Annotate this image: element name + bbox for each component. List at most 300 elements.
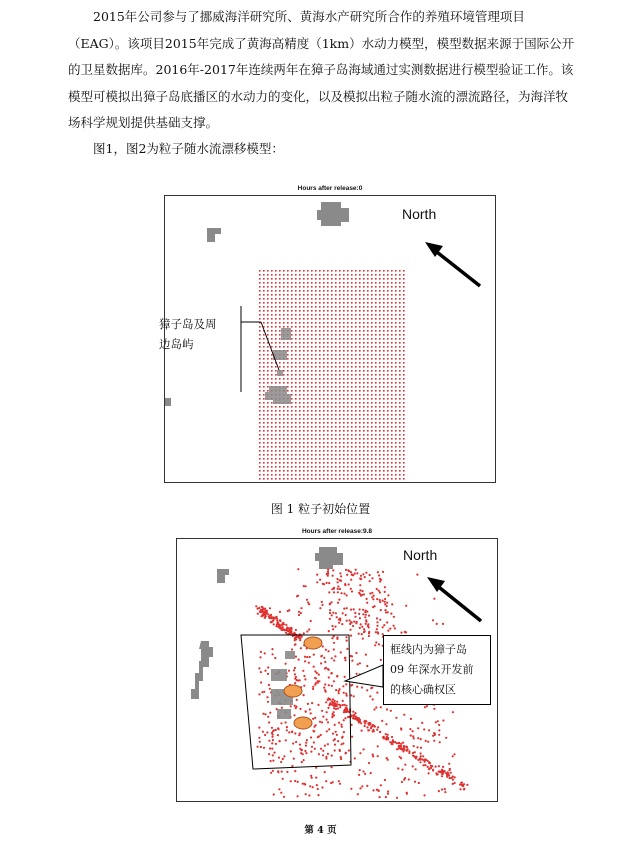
- particle: [291, 354, 293, 356]
- particle: [347, 418, 349, 420]
- particle: [319, 314, 321, 316]
- particle: [315, 422, 317, 424]
- particle: [331, 394, 333, 396]
- particle: [271, 346, 273, 348]
- particle: [311, 378, 313, 380]
- particle: [283, 282, 285, 284]
- particle: [307, 366, 309, 368]
- particle: [367, 354, 369, 356]
- particle: [391, 286, 393, 288]
- particle: [309, 656, 311, 658]
- particle: [285, 739, 287, 741]
- particle: [263, 414, 265, 416]
- particle: [382, 571, 384, 573]
- particle: [419, 761, 421, 763]
- particle: [369, 580, 371, 582]
- particle: [343, 306, 345, 308]
- particle: [365, 572, 367, 574]
- particle: [264, 617, 266, 619]
- particle: [441, 772, 443, 774]
- particle: [307, 274, 309, 276]
- particle: [319, 579, 321, 581]
- particle: [422, 755, 424, 757]
- particle: [351, 390, 353, 392]
- particle: [307, 370, 309, 372]
- particle: [331, 298, 333, 300]
- particle: [395, 470, 397, 472]
- particle: [311, 342, 313, 344]
- particle: [347, 358, 349, 360]
- particle: [279, 310, 281, 312]
- particle: [387, 358, 389, 360]
- particle: [355, 458, 357, 460]
- particle: [359, 354, 361, 356]
- particle: [379, 580, 381, 582]
- particle: [290, 750, 292, 752]
- particle: [327, 470, 329, 472]
- particle: [379, 330, 381, 332]
- particle: [290, 629, 292, 631]
- particle: [444, 791, 446, 793]
- particle: [365, 614, 367, 616]
- particle: [399, 382, 401, 384]
- particle: [387, 446, 389, 448]
- particle: [291, 730, 293, 732]
- particle: [335, 326, 337, 328]
- particle: [315, 426, 317, 428]
- particle: [391, 350, 393, 352]
- particle: [399, 422, 401, 424]
- particle: [320, 748, 322, 750]
- particle: [295, 418, 297, 420]
- particle: [291, 302, 293, 304]
- particle: [271, 418, 273, 420]
- particle: [371, 414, 373, 416]
- particle: [363, 358, 365, 360]
- particle: [355, 438, 357, 440]
- particle: [343, 322, 345, 324]
- particle: [339, 370, 341, 372]
- particle: [279, 410, 281, 412]
- particle: [359, 787, 361, 789]
- particle: [272, 770, 274, 772]
- particle: [395, 342, 397, 344]
- particle: [335, 382, 337, 384]
- particle: [322, 750, 324, 752]
- particle: [375, 294, 377, 296]
- particle: [355, 350, 357, 352]
- particle: [263, 418, 265, 420]
- particle: [368, 626, 370, 628]
- particle: [343, 398, 345, 400]
- particle: [323, 294, 325, 296]
- particle: [321, 655, 323, 657]
- particle: [342, 685, 344, 687]
- marker-3: [294, 717, 312, 729]
- particle: [387, 462, 389, 464]
- particle: [335, 406, 337, 408]
- particle: [307, 314, 309, 316]
- particle: [275, 366, 277, 368]
- particle: [391, 274, 393, 276]
- particle: [295, 282, 297, 284]
- particle: [336, 703, 338, 705]
- particle: [303, 430, 305, 432]
- particle: [421, 722, 423, 724]
- particle: [351, 354, 353, 356]
- particle: [287, 378, 289, 380]
- particle: [379, 601, 381, 603]
- particle: [391, 418, 393, 420]
- particle: [368, 635, 370, 637]
- particle: [323, 466, 325, 468]
- particle: [348, 583, 350, 585]
- particle: [380, 784, 382, 786]
- particle: [311, 746, 313, 748]
- particle: [371, 462, 373, 464]
- particle: [351, 660, 353, 662]
- particle: [303, 374, 305, 376]
- particle: [259, 478, 261, 480]
- particle: [403, 390, 405, 392]
- particle: [327, 406, 329, 408]
- particle: [351, 458, 353, 460]
- particle: [332, 781, 334, 783]
- particle: [448, 763, 450, 765]
- particle: [387, 734, 389, 736]
- particle: [275, 310, 277, 312]
- particle: [319, 370, 321, 372]
- particle: [281, 707, 283, 709]
- particle: [363, 282, 365, 284]
- particle: [355, 430, 357, 432]
- particle: [327, 442, 329, 444]
- particle: [347, 354, 349, 356]
- particle: [405, 746, 407, 748]
- particle: [307, 426, 309, 428]
- particle: [327, 573, 329, 575]
- particle: [391, 306, 393, 308]
- particle: [294, 705, 296, 707]
- particle: [324, 683, 326, 685]
- particle: [295, 270, 297, 272]
- particle: [266, 696, 268, 698]
- particle: [335, 418, 337, 420]
- particle: [339, 350, 341, 352]
- particle: [267, 306, 269, 308]
- particle: [327, 354, 329, 356]
- particle: [359, 577, 361, 579]
- particle: [319, 278, 321, 280]
- particle: [403, 270, 405, 272]
- particle: [363, 298, 365, 300]
- particle: [323, 326, 325, 328]
- particle: [347, 386, 349, 388]
- particle: [391, 378, 393, 380]
- particle: [383, 330, 385, 332]
- particle: [259, 342, 261, 344]
- particle: [279, 422, 281, 424]
- particle: [347, 378, 349, 380]
- particle: [294, 673, 296, 675]
- particle: [307, 286, 309, 288]
- particle: [311, 370, 313, 372]
- particle: [263, 366, 265, 368]
- particle: [287, 422, 289, 424]
- particle: [335, 374, 337, 376]
- particle: [315, 466, 317, 468]
- particle: [311, 298, 313, 300]
- particle: [343, 330, 345, 332]
- particle: [295, 394, 297, 396]
- particle: [287, 298, 289, 300]
- particle: [379, 326, 381, 328]
- particle: [355, 294, 357, 296]
- particle: [334, 744, 336, 746]
- particle: [299, 282, 301, 284]
- particle: [399, 326, 401, 328]
- particle: [271, 742, 273, 744]
- particle: [311, 338, 313, 340]
- particle: [303, 314, 305, 316]
- particle: [351, 326, 353, 328]
- particle: [351, 434, 353, 436]
- particle: [287, 342, 289, 344]
- particle: [420, 755, 422, 757]
- particle: [260, 651, 262, 653]
- particle: [268, 721, 270, 723]
- particle: [400, 743, 402, 745]
- particle: [375, 406, 377, 408]
- particle: [363, 442, 365, 444]
- particle: [355, 410, 357, 412]
- particle: [271, 727, 273, 729]
- particle: [351, 314, 353, 316]
- particle: [379, 342, 381, 344]
- particle: [395, 386, 397, 388]
- particle: [367, 438, 369, 440]
- particle: [376, 625, 378, 627]
- particle: [299, 342, 301, 344]
- particle: [359, 338, 361, 340]
- particle: [335, 438, 337, 440]
- particle: [433, 598, 435, 600]
- particle: [287, 406, 289, 408]
- particle: [395, 338, 397, 340]
- particle: [355, 338, 357, 340]
- particle: [295, 342, 297, 344]
- particle: [375, 446, 377, 448]
- callout-pointer: [345, 665, 383, 687]
- particle: [267, 314, 269, 316]
- particle: [272, 739, 274, 741]
- particle: [287, 450, 289, 452]
- particle: [359, 478, 361, 480]
- particle: [347, 302, 349, 304]
- particle: [331, 410, 333, 412]
- particle: [391, 454, 393, 456]
- particle: [383, 390, 385, 392]
- particle: [367, 270, 369, 272]
- particle: [423, 728, 425, 730]
- particle: [311, 466, 313, 468]
- particle: [393, 625, 395, 627]
- particle: [275, 338, 277, 340]
- particle: [263, 458, 265, 460]
- particle: [383, 386, 385, 388]
- particle: [315, 382, 317, 384]
- particle: [271, 274, 273, 276]
- particle: [367, 414, 369, 416]
- particle: [258, 737, 260, 739]
- particle: [287, 470, 289, 472]
- particle: [315, 374, 317, 376]
- particle: [291, 410, 293, 412]
- particle: [383, 358, 385, 360]
- particle: [359, 402, 361, 404]
- particle: [347, 374, 349, 376]
- particle: [283, 478, 285, 480]
- particle: [375, 442, 377, 444]
- particle: [295, 629, 297, 631]
- particle: [315, 362, 317, 364]
- particle: [303, 334, 305, 336]
- particle: [327, 418, 329, 420]
- particle: [355, 286, 357, 288]
- particle: [428, 768, 430, 770]
- particle: [279, 366, 281, 368]
- particle: [361, 686, 363, 688]
- particle: [315, 350, 317, 352]
- particle: [359, 358, 361, 360]
- particle: [291, 426, 293, 428]
- particle: [355, 270, 357, 272]
- particle: [299, 470, 301, 472]
- particle: [438, 790, 440, 792]
- particle: [307, 703, 309, 705]
- particle: [367, 306, 369, 308]
- particle: [299, 418, 301, 420]
- particle: [387, 394, 389, 396]
- particle: [367, 458, 369, 460]
- particle: [258, 607, 260, 609]
- particle: [307, 338, 309, 340]
- particle: [371, 466, 373, 468]
- particle: [267, 410, 269, 412]
- particle: [271, 338, 273, 340]
- particle: [367, 314, 369, 316]
- particle: [347, 398, 349, 400]
- particle: [315, 474, 317, 476]
- particle: [313, 741, 315, 743]
- particle: [366, 602, 368, 604]
- particle: [291, 274, 293, 276]
- particle: [275, 430, 277, 432]
- particle: [323, 298, 325, 300]
- particle: [320, 662, 322, 664]
- particle: [319, 394, 321, 396]
- particle: [323, 378, 325, 380]
- particle: [279, 619, 281, 621]
- particle: [275, 422, 277, 424]
- particle: [418, 782, 420, 784]
- particle: [350, 588, 352, 590]
- particle: [304, 656, 306, 658]
- particle: [267, 390, 269, 392]
- particle: [267, 346, 269, 348]
- particle: [400, 747, 402, 749]
- particle: [283, 422, 285, 424]
- particle: [375, 478, 377, 480]
- particle: [371, 418, 373, 420]
- particle: [339, 362, 341, 364]
- particle: [371, 358, 373, 360]
- particle: [441, 775, 443, 777]
- particle: [367, 422, 369, 424]
- particle: [259, 282, 261, 284]
- particle: [287, 310, 289, 312]
- particle: [303, 346, 305, 348]
- particle: [343, 274, 345, 276]
- particle: [375, 641, 377, 643]
- particle: [291, 290, 293, 292]
- particle: [326, 730, 328, 732]
- particle: [454, 782, 456, 784]
- particle: [355, 446, 357, 448]
- particle: [379, 454, 381, 456]
- particle: [325, 701, 327, 703]
- particle: [339, 342, 341, 344]
- particle: [387, 314, 389, 316]
- particle: [271, 442, 273, 444]
- particle: [335, 410, 337, 412]
- particle: [347, 414, 349, 416]
- particle: [383, 282, 385, 284]
- particle: [295, 410, 297, 412]
- particle: [439, 741, 441, 743]
- particle: [367, 454, 369, 456]
- particle: [311, 470, 313, 472]
- particle: [383, 350, 385, 352]
- particle: [274, 657, 276, 659]
- particle: [379, 338, 381, 340]
- particle: [299, 350, 301, 352]
- particle: [438, 734, 440, 736]
- particle: [395, 450, 397, 452]
- particle: [363, 294, 365, 296]
- particle: [295, 466, 297, 468]
- particle: [404, 631, 406, 633]
- particle: [449, 768, 451, 770]
- particle: [379, 354, 381, 356]
- particle: [355, 310, 357, 312]
- particle: [299, 390, 301, 392]
- particle: [350, 579, 352, 581]
- particle: [279, 406, 281, 408]
- particle: [323, 314, 325, 316]
- particle: [347, 390, 349, 392]
- particle: [355, 402, 357, 404]
- particle: [280, 761, 282, 763]
- particle: [383, 278, 385, 280]
- particle: [331, 330, 333, 332]
- particle: [367, 282, 369, 284]
- particle: [336, 701, 338, 703]
- particle: [399, 434, 401, 436]
- particle: [383, 302, 385, 304]
- particle: [263, 286, 265, 288]
- particle: [343, 709, 345, 711]
